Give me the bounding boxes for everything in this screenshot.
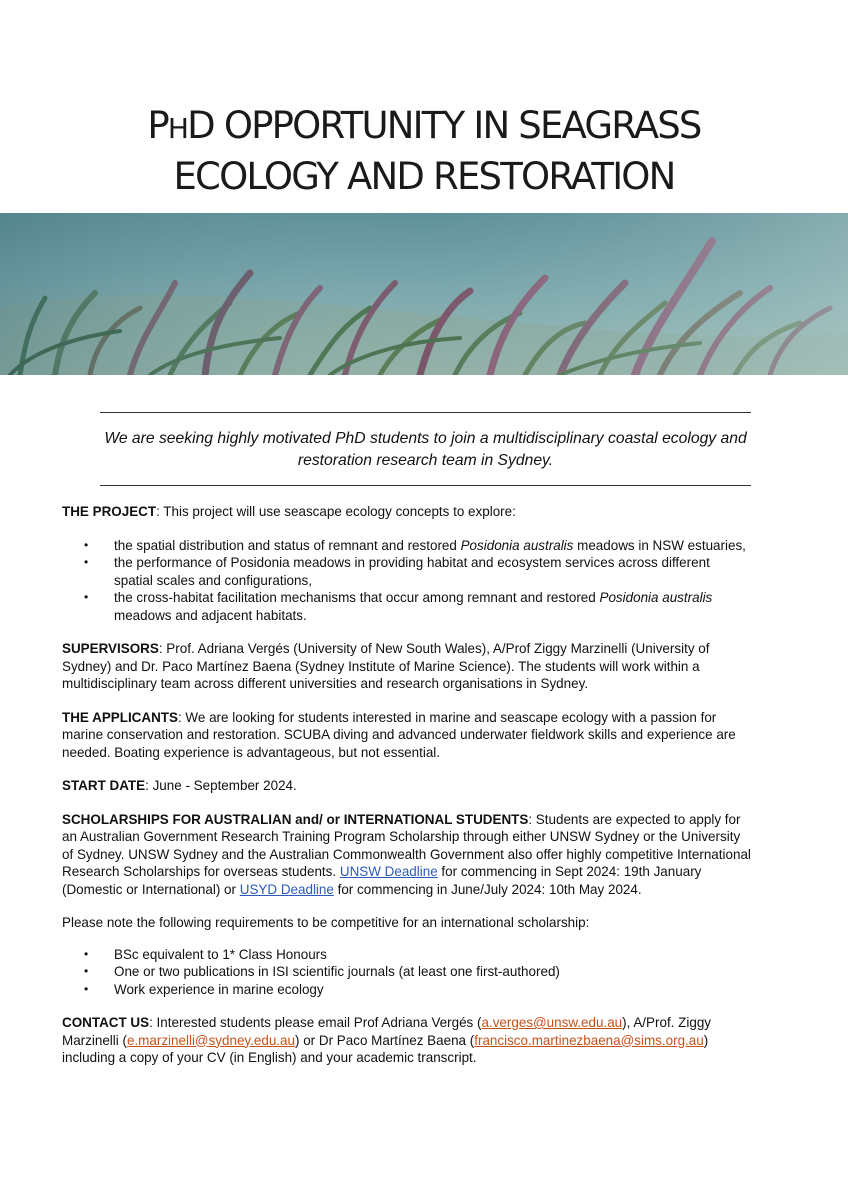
supervisors-paragraph: SUPERVISORS: Prof. Adriana Vergés (University of New South Wales), A/Prof Ziggy Marzinelli (University of Sydney) and Dr. Paco Martínez Baena (Sydney Institute of Marine Science). The students will work within a multidisciplinary team across different universities and research organisations in Sydney. bbox=[62, 641, 710, 691]
contact-paragraph: CONTACT US: Interested students please email Prof Adriana Vergés (a.verges@unsw.edu.au), A/Prof. Ziggy Marzinelli (e.marzinelli@sydney.edu.au) or Dr Paco Martínez Baena (francisco.martinezbaena@sims.org.au) including a copy of your CV (in English) and your academic transcript. bbox=[62, 1015, 712, 1065]
project-heading: THE PROJECT bbox=[62, 504, 157, 519]
unsw-deadline-link[interactable]: UNSW Deadline bbox=[339, 864, 438, 879]
title-line-2: ECOLOGY AND RESTORATION bbox=[173, 155, 675, 198]
requirements-intro: Please note the following requirements to be competitive for an international scholarship: bbox=[62, 915, 590, 930]
bottom-divider bbox=[100, 485, 751, 486]
project-paragraph: THE PROJECT: This project will use seascape ecology concepts to explore: bbox=[62, 504, 516, 519]
applicants-paragraph: THE APPLICANTS: We are looking for students interested in marine and seascape ecology with a passion for marine conservation and restoration. SCUBA diving and advanced underwater fieldwork skills and experience are needed. Boating experience is advantageous, but not essential. bbox=[62, 709, 736, 760]
document-body bbox=[62, 503, 752, 1083]
requirements-list bbox=[62, 946, 752, 999]
email-link-verges[interactable]: a.verges@unsw.edu.au bbox=[481, 1015, 623, 1030]
start-date-paragraph: START DATE: June - September 2024. bbox=[62, 778, 297, 793]
email-link-martinez-baena[interactable]: francisco.martinezbaena@sims.org.au bbox=[474, 1032, 704, 1048]
contact-heading: CONTACT US bbox=[62, 1015, 150, 1030]
top-divider bbox=[100, 412, 751, 413]
title-line-1: PHD OPPORTUNITY IN SEAGRASS bbox=[147, 104, 701, 147]
list-item: • BSc equivalent to 1* Class Honours bbox=[114, 946, 752, 964]
list-item: • the spatial distribution and status of remnant and restored Posidonia australis meadows in NSW estuaries, bbox=[114, 537, 752, 555]
usyd-deadline-link[interactable]: USYD Deadline bbox=[239, 881, 334, 897]
supervisors-heading: SUPERVISORS bbox=[62, 641, 159, 656]
list-item: • the performance of Posidonia meadows in providing habitat and ecosystem services across different spatial scales and configurations, bbox=[114, 554, 752, 589]
start-date-heading: START DATE bbox=[62, 778, 146, 793]
project-list bbox=[62, 537, 752, 625]
tagline: We are seeking highly motivated PhD students to join a multidisciplinary coastal ecology and restoration research team in Sydney. bbox=[104, 430, 747, 469]
list-item: • Work experience in marine ecology bbox=[114, 981, 752, 999]
scholarships-heading: SCHOLARSHIPS FOR AUSTRALIAN and/ or INTERNATIONAL STUDENTS bbox=[62, 811, 529, 827]
list-item: • the cross-habitat facilitation mechanisms that occur among remnant and restored Posidonia australis meadows and adjacent habitats. bbox=[114, 589, 752, 624]
applicants-heading: THE APPLICANTS bbox=[62, 709, 178, 725]
seagrass-photo bbox=[0, 213, 848, 375]
page-title bbox=[0, 102, 848, 201]
email-link-marzinelli[interactable]: e.marzinelli@sydney.edu.au bbox=[126, 1032, 295, 1048]
list-item: • One or two publications in ISI scientific journals (at least one first-authored) bbox=[114, 963, 752, 981]
scholarships-paragraph: SCHOLARSHIPS FOR AUSTRALIAN and/ or INTERNATIONAL STUDENTS: Students are expected to apply for an Australian Government Research Training Program Scholarship through either UNSW Sydney or the University of Sydney. UNSW Sydney and the Australian Commonwealth Government also offer highly competitive International Research Scholarships for overseas students. UNSW Deadline for commencing in Sept 2024: 19th January (Domestic or International) or USYD Deadline for commencing in June/July 2024: 10th May 2024. bbox=[62, 811, 751, 897]
